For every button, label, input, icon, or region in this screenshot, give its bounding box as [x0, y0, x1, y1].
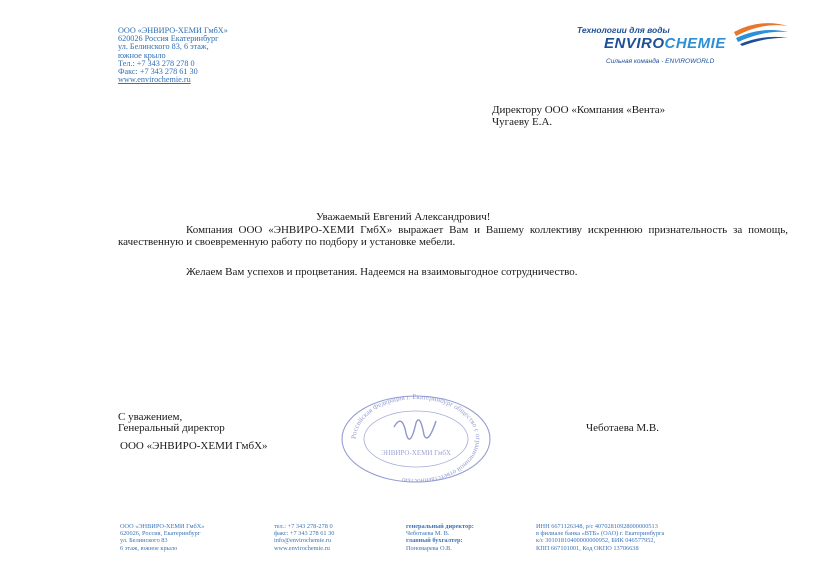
sender-fax: Факс: +7 343 278 61 30	[118, 67, 198, 77]
logo-swoosh-icon	[732, 20, 790, 46]
sender-website-link[interactable]: www.envirochemie.ru	[118, 75, 191, 85]
closing-position: Генеральный директор	[118, 421, 225, 434]
logo-brand-part1: ENVIRO	[604, 35, 665, 52]
logo-subline: Сильная команда - ENVIROWORLD	[606, 58, 715, 65]
footer-col-management	[406, 523, 474, 552]
sender-line: южное крыло	[118, 50, 166, 60]
footer-line: Пономарева О.В.	[406, 544, 452, 552]
footer-line: главный бухгалтер:	[406, 537, 463, 545]
footer-line: Чеботаева М. В.	[406, 530, 450, 538]
recipient-block	[492, 105, 665, 128]
recipient-name: Чугаеву Е.А.	[492, 115, 553, 128]
salutation: Уважаемый Евгений Александрович!	[316, 211, 491, 223]
footer-col-bank	[536, 523, 664, 552]
footer-line: 6 этаж, южное крыло	[120, 544, 178, 552]
recipient-title: Директору ООО «Компания «Вента»	[492, 104, 666, 116]
sender-line: ул. Белинского 83, 6 этаж,	[118, 42, 209, 52]
sender-line: ООО «ЭНВИРО-ХЕМИ ГмбХ»	[118, 26, 228, 35]
logo-brand	[604, 35, 726, 52]
envirochemie-logo	[575, 20, 790, 70]
footer-col-contacts	[274, 523, 334, 552]
body-paragraph-1: Компания ООО «ЭНВИРО-ХЕМИ ГмбХ» выражает Вам и Вашему коллективу искреннюю признательность за помощь, качественную и своевременную работу по подбору и установке мебели.	[118, 224, 788, 248]
footer-line: факс: +7 343 278 61 30	[274, 530, 335, 538]
footer-line: ИНН 6671126348, р/с 40702810928000000513	[536, 523, 658, 530]
footer-website-link[interactable]: www.envirochemie.ru	[274, 544, 330, 552]
closing-company: ООО «ЭНВИРО-ХЕМИ ГмбХ»	[120, 440, 268, 452]
footer-line: 620026, Россия, Екатеринбург	[120, 530, 201, 538]
company-stamp	[336, 393, 496, 485]
stamp-inner-text: ЭНВИРО-ХЕМИ ГмбХ	[381, 449, 451, 457]
footer-col-address	[120, 523, 204, 552]
body-paragraph-2: Желаем Вам успехов и процветания. Надеемся на взаимовыгодное сотрудничество.	[186, 266, 578, 278]
logo-brand-part2: CHEMIE	[664, 35, 726, 52]
signer-name: Чеботаева М.В.	[586, 422, 659, 434]
footer-line: ООО «ЭНВИРО-ХЕМИ ГмбХ»	[120, 523, 205, 530]
sender-line: 620026 Россия Екатеринбург	[118, 34, 219, 44]
stamp-ring-text: Российская Федерация г. Екатеринбург общество с ограниченной ответственностью	[349, 393, 483, 485]
footer-email-link[interactable]: info@envirochemie.ru	[274, 537, 332, 545]
sender-block	[118, 27, 228, 84]
footer-line: ул. Белинского 83	[120, 537, 168, 545]
signature-mark	[394, 420, 436, 439]
closing-block	[118, 412, 225, 433]
sender-phone: Тел.: +7 343 278 278 0	[118, 58, 195, 68]
footer-line: к/с 30101810400000000952, БИК 046577952,	[536, 537, 656, 545]
closing-regards: С уважением,	[118, 411, 183, 423]
footer-line: КПП 667101001, Код ОКПО 13706638	[536, 544, 639, 552]
footer-line: генеральный директор:	[406, 523, 474, 530]
footer-line: в филиале банка «ВТБ» (ОАО) г. Екатеринбурга	[536, 530, 665, 538]
svg-text:Российская Федерация г. Екатер	[350, 393, 482, 485]
footer-line: тел.: +7 343 278-278 0	[274, 523, 333, 530]
logo-tagline: Технологии для воды	[577, 25, 670, 35]
